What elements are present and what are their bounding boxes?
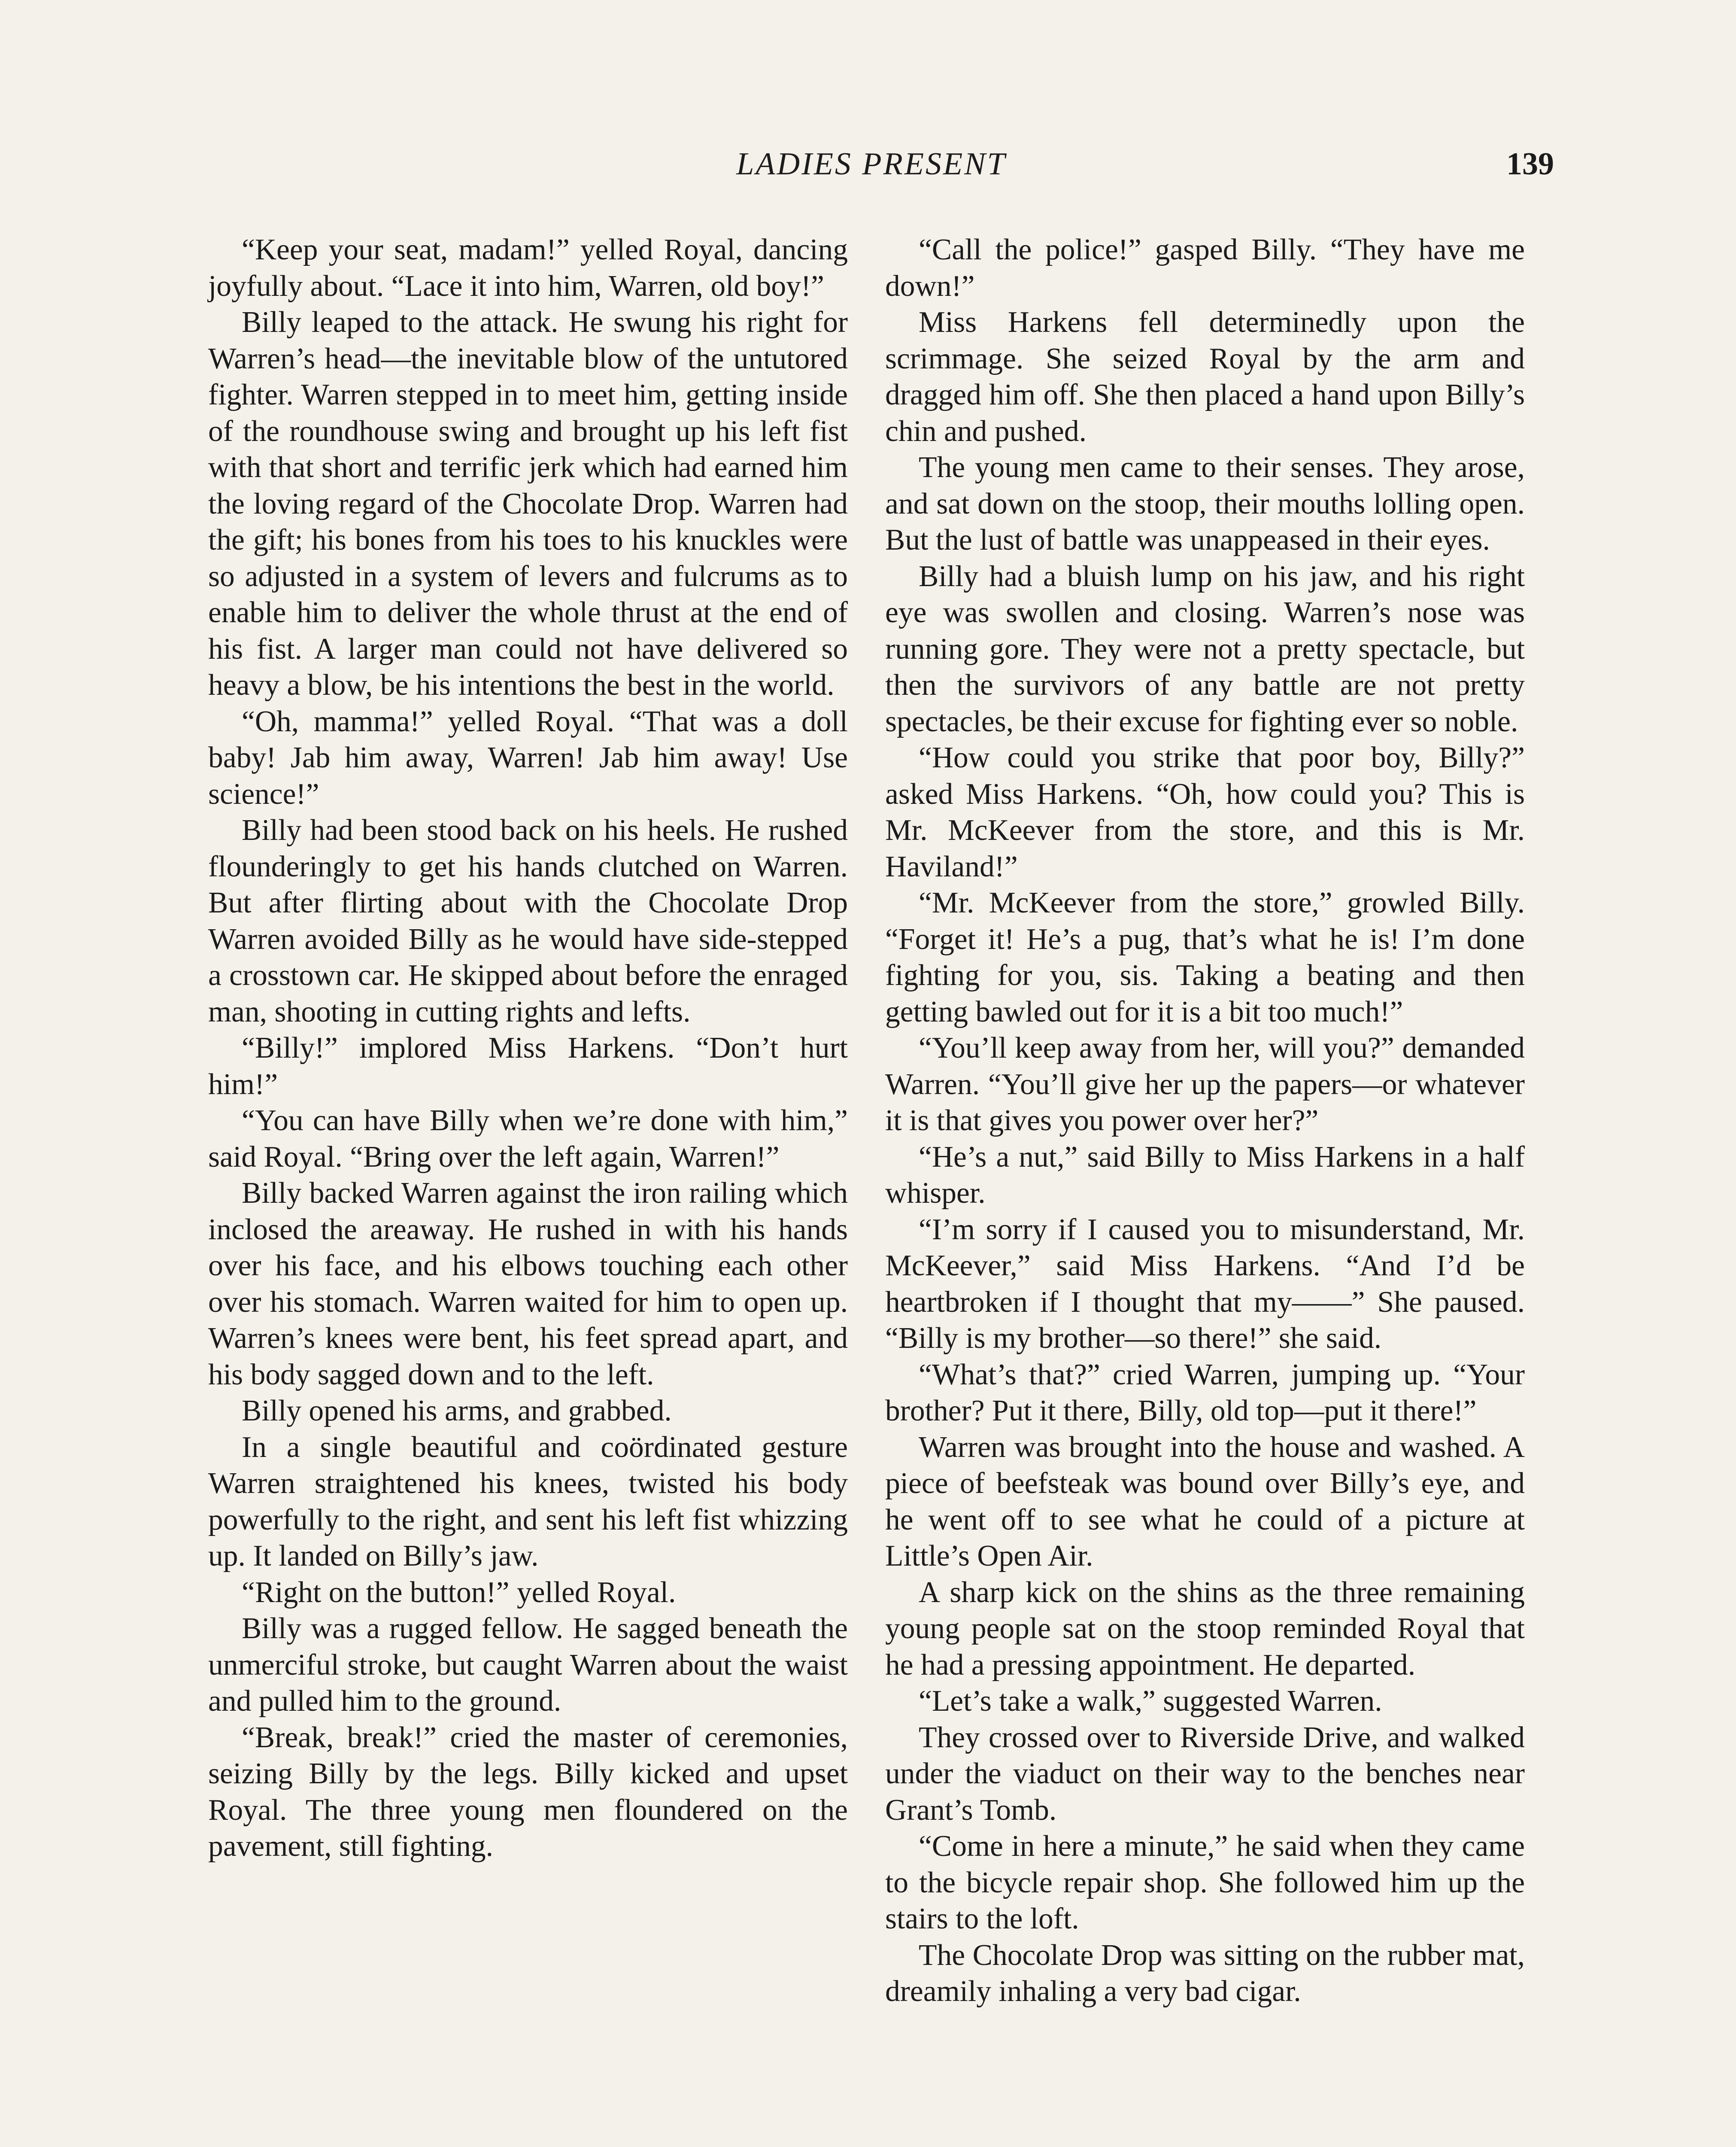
paragraph: “Break, break!” cried the master of ceremonies, seizing Billy by the legs. Billy kicked and upset Royal. The three young men floundered on the pavement, still fighting. (208, 1721, 848, 1863)
paragraph: Billy had been stood back on his heels. He rushed flounderingly to get his hands clutched on Warren. But after flirting about with the Chocolate Drop Warren avoided Billy as he would have side-stepped a crosstown car. He skipped about before the enraged man, shooting in cutting rights and lefts. (208, 814, 848, 1028)
paragraph: “How could you strike that poor boy, Billy?” asked Miss Harkens. “Oh, how could you? This is Mr. McKeever from the store, and this is Mr. Haviland!” (885, 741, 1525, 883)
paragraph: “Billy!” implored Miss Harkens. “Don’t hurt him!” (208, 1031, 848, 1101)
paragraph: “Mr. McKeever from the store,” growled Billy. “Forget it! He’s a pug, that’s what he is! I’m done fighting for you, sis. Taking a beating and then getting bawled out for it is a bit too much!” (885, 886, 1525, 1028)
paragraph: “I’m sorry if I caused you to misunderstand, Mr. McKeever,” said Miss Harkens. “And I’d be heartbroken if I thought that my——” She paused. “Billy is my brother—so there!” she said. (885, 1213, 1525, 1355)
paragraph: Billy backed Warren against the iron railing which inclosed the areaway. He rushed in with his hands over his face, and his elbows touching each other over his stomach. Warren waited for him to open up. Warren’s knees were bent, his feet spread apart, and his body sagged down and to the left. (208, 1177, 848, 1391)
paragraph: “Call the police!” gasped Billy. “They have me down!” (885, 233, 1525, 303)
paragraph: A sharp kick on the shins as the three remaining young people sat on the stoop reminded Royal that he had a pressing appointment. He departed. (885, 1575, 1525, 1682)
right-text-column (885, 232, 1525, 2010)
paragraph: Billy was a rugged fellow. He sagged beneath the unmerciful stroke, but caught Warren about the waist and pulled him to the ground. (208, 1612, 848, 1718)
paragraph: “He’s a nut,” said Billy to Miss Harkens in a half whisper. (885, 1140, 1525, 1210)
paragraph: “Keep your seat, madam!” yelled Royal, dancing joyfully about. “Lace it into him, Warren, old boy!” (208, 233, 848, 303)
paragraph: In a single beautiful and coördinated gesture Warren straightened his knees, twisted his body powerfully to the right, and sent his left fist whizzing up. It landed on Billy’s jaw. (208, 1430, 848, 1572)
paragraph: “Oh, mamma!” yelled Royal. “That was a doll baby! Jab him away, Warren! Jab him away! Use science!” (208, 705, 848, 811)
paragraph: Miss Harkens fell determinedly upon the scrimmage. She seized Royal by the arm and dragged him off. She then placed a hand upon Billy’s chin and pushed. (885, 306, 1525, 448)
paragraph: The young men came to their senses. They arose, and sat down on the stoop, their mouths lolling open. But the lust of battle was unappeased in their eyes. (885, 451, 1525, 557)
left-text-column (208, 232, 848, 1865)
paragraph: Billy had a bluish lump on his jaw, and his right eye was swollen and closing. Warren’s nose was running gore. They were not a pretty spectacle, but then the survivors of any battle are not pretty spectacles, be their excuse for fighting ever so noble. (885, 560, 1525, 738)
paragraph: Billy leaped to the attack. He swung his right for Warren’s head—the inevitable blow of the untutored fighter. Warren stepped in to meet him, getting inside of the roundhouse swing and brought up his left fist with that short and terrific jerk which had earned him the loving regard of the Chocolate Drop. Warren had the gift; his bones from his toes to his knuckles were so adjusted in a system of levers and fulcrums as to enable him to deliver the whole thrust at the end of his fist. A larger man could not have delivered so heavy a blow, be his intentions the best in the world. (208, 306, 848, 702)
paragraph: “Right on the button!” yelled Royal. (242, 1575, 676, 1609)
paragraph: “You can have Billy when we’re done with him,” said Royal. “Bring over the left again, Warren!” (208, 1104, 848, 1174)
paragraph: “You’ll keep away from her, will you?” demanded Warren. “You’ll give her up the papers—or whatever it is that gives you power over her?” (885, 1031, 1525, 1137)
paragraph: “What’s that?” cried Warren, jumping up. “Your brother? Put it there, Billy, old top—put it there!” (885, 1358, 1525, 1427)
chapter-title: LADIES PRESENT (736, 146, 1007, 182)
paragraph: Billy opened his arms, and grabbed. (242, 1394, 672, 1427)
paragraph: “Come in here a minute,” he said when they came to the bicycle repair shop. She followed him up the stairs to the loft. (885, 1830, 1525, 1935)
paragraph: “Let’s take a walk,” suggested Warren. (919, 1685, 1382, 1718)
paragraph: Warren was brought into the house and washed. A piece of beefsteak was bound over Billy’s eye, and he went off to see what he could of a picture at Little’s Open Air. (885, 1430, 1525, 1572)
paragraph: The Chocolate Drop was sitting on the rubber mat, dreamily inhaling a very bad cigar. (885, 1938, 1525, 2008)
paragraph: They crossed over to Riverside Drive, and walked under the viaduct on their way to the benches near Grant’s Tomb. (885, 1721, 1525, 1827)
running-head (189, 146, 1554, 198)
page-number: 139 (1506, 146, 1554, 182)
